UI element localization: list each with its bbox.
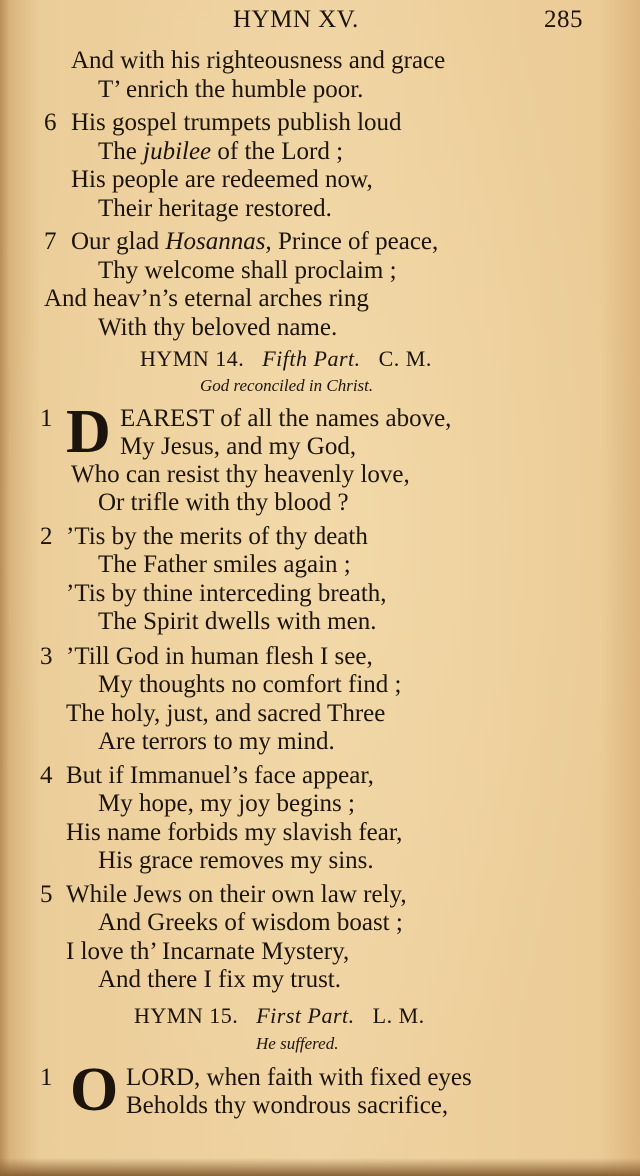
verse-line: The holy, just, and sacred Three [66,700,386,727]
verse-line: T’ enrich the humble poor. [98,76,364,103]
verse-number: 1 [40,405,53,432]
verse-number: 3 [40,643,53,670]
verse-line: With thy beloved name. [98,314,338,341]
verse-line: ’Till God in human flesh I see, [66,643,373,670]
verse-line: Beholds thy wondrous sacrifice, [126,1092,449,1119]
verse-number: 7 [44,228,57,255]
drop-capital: O [70,1056,119,1124]
verse-line: My hope, my joy begins ; [98,790,355,817]
verse-line: And heav’n’s eternal arches ring [44,285,369,312]
verse-line: Our glad Hosannas, Prince of peace, [71,228,439,255]
hymn-heading: HYMN 15. First Part. L. M. [134,1003,425,1028]
verse-line: His name forbids my slavish fear, [66,819,403,846]
verse-line: ’Tis by thine interceding breath, [66,580,387,607]
verse-line: Their heritage restored. [98,195,332,222]
running-head-title: HYMN XV. [233,6,359,33]
verse-line: But if Immanuel’s face appear, [66,762,374,789]
verse-line: His people are redeemed now, [71,166,373,193]
verse-line: ’Tis by the merits of thy death [66,523,368,550]
verse-line: The jubilee of the Lord ; [98,138,344,165]
verse-line: Or trifle with thy blood ? [98,489,349,516]
verse-line: And Greeks of wisdom boast ; [98,909,403,936]
verse-line: Who can resist thy heavenly love, [71,461,410,488]
verse-line: The Spirit dwells with men. [98,608,377,635]
verse-line: My Jesus, and my God, [120,433,357,460]
verse-line: Are terrors to my mind. [98,728,335,755]
verse-number: 5 [40,881,53,908]
verse-line: My thoughts no comfort find ; [98,671,402,698]
verse-line: His grace removes my sins. [98,847,374,874]
verse-line: His gospel trumpets publish loud [71,109,402,136]
verse-line: I love th’ Incarnate Mystery, [66,938,350,965]
verse-line: LORD, when faith with fixed eyes [126,1064,472,1091]
verse-line: EAREST of all the names above, [120,405,452,432]
verse-number: 4 [40,762,53,789]
hymn-subtitle: God reconciled in Christ. [200,376,374,395]
verse-line: And there I fix my trust. [98,966,342,993]
verse-number: 1 [40,1064,53,1091]
verse-line: And with his righteousness and grace [71,47,446,74]
hymn-subtitle: He suffered. [256,1034,339,1053]
verse-line: Thy welcome shall proclaim ; [98,257,397,284]
page-number: 285 [544,6,583,33]
verse-line: The Father smiles again ; [98,551,351,578]
drop-capital: D [66,398,111,466]
verse-line: While Jews on their own law rely, [66,881,407,908]
hymn-heading: HYMN 14. Fifth Part. C. M. [140,346,432,371]
verse-number: 2 [40,523,53,550]
verse-number: 6 [44,109,57,136]
